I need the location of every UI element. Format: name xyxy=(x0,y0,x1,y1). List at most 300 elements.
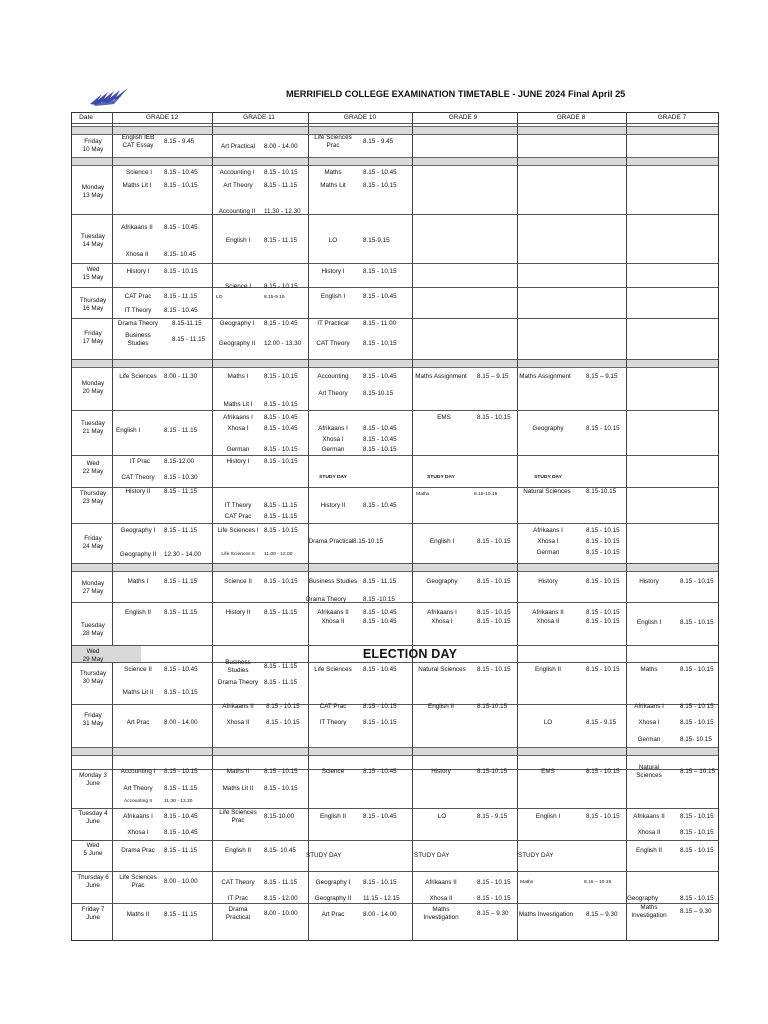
entry-time: 8.15 - 10.15 xyxy=(264,401,298,408)
entry-time: 8.15 - 9.15 xyxy=(477,813,508,820)
entry-subject: Life Sciences xyxy=(219,809,257,817)
entry-time: 8.15 - 10.15 xyxy=(586,425,620,432)
entry-subject: Maths xyxy=(640,904,658,912)
entry-subject: Maths II xyxy=(226,768,250,775)
row-divider xyxy=(72,602,718,603)
entry-subject: Art Theory xyxy=(318,390,348,397)
page-title: MERRIFIELD COLLEGE EXAMINATION TIMETABLE - JUNE 2024 Final April 25 xyxy=(286,89,626,99)
entry-time: 8.15 - 10.15 xyxy=(586,538,620,545)
entry-time: 8.15 - 11.15 xyxy=(164,847,198,854)
entry-time: 8.00 - 14.00 xyxy=(264,143,298,150)
entry-time: 8.15 - 10.15 xyxy=(586,578,620,585)
entry-time: 8.15 - 11.15 xyxy=(164,527,198,534)
entry-time: 8.15-11.15 xyxy=(172,320,202,327)
election-day-banner: ELECTION DAY xyxy=(362,647,458,661)
date-label: Thursday xyxy=(79,297,107,304)
entry-subject: Art Prac xyxy=(321,911,345,918)
entry-time: 8.15 – 9.30 xyxy=(586,911,618,918)
entry-time: 8.15 - 10.15 xyxy=(266,703,300,710)
entry-subject: Geography xyxy=(426,578,458,585)
entry-subject: Accounting xyxy=(317,373,349,380)
entry-subject: Life Sciences xyxy=(119,373,157,380)
entry-time: 8.00 - 10.00 xyxy=(164,878,198,885)
column-header: GRADE 11 xyxy=(243,114,275,121)
entry-time: 8.15 - 10.15 xyxy=(477,609,511,616)
entry-time: 8.15 - 10.15 xyxy=(477,414,511,421)
entry-subject: English II xyxy=(225,847,251,854)
entry-time: 8.15 - 10.30 xyxy=(164,474,198,481)
entry-subject: Afrikaans I xyxy=(318,425,348,432)
entry-time: 8.15 - 10.15 xyxy=(164,182,198,189)
entry-time: 8.15 - 10.15 xyxy=(363,879,397,886)
entry-subject: Xhosa II xyxy=(125,251,149,258)
entry-time: 8.15 - 11.15 xyxy=(164,578,198,585)
entry-time: 8.15 - 10.15 xyxy=(363,446,397,453)
entry-subject: Xhosa I xyxy=(322,436,344,443)
column-header: GRADE 8 xyxy=(556,114,586,121)
entry-subject: Art Prac xyxy=(126,719,150,726)
entry-time: 8.15- 10.45 xyxy=(264,847,296,854)
entry-subject: Xhosa I xyxy=(638,719,660,726)
entry-subject: Geography II xyxy=(218,340,256,347)
entry-subject: Natural Sciences xyxy=(418,666,466,673)
entry-time: 11.30 - 12.30 xyxy=(264,208,301,215)
entry-subject: Xhosa II xyxy=(536,618,560,625)
entry-time: 8.15 - 11.15 xyxy=(363,578,397,585)
entry-subject: English I xyxy=(429,538,455,545)
column-divider xyxy=(626,112,627,941)
column-header: GRADE 12 xyxy=(145,114,179,121)
date-label: 30 May xyxy=(82,677,104,685)
entry-subject: German xyxy=(226,446,250,453)
row-divider xyxy=(72,318,718,319)
entry-time: 8.15 - 10.15 xyxy=(477,895,511,902)
entry-subject: Afrikaans I xyxy=(533,527,563,534)
entry-time: 8.15 - 11.15 xyxy=(264,679,298,686)
entry-subject: Afrikaans I xyxy=(634,703,664,710)
date-label: 13 May xyxy=(82,191,104,199)
entry-subject: Geography I xyxy=(219,320,255,327)
entry-subject: Accounting I xyxy=(219,169,255,176)
entry-subject: Afrikaans I xyxy=(223,414,253,421)
entry-subject: Xhosa I xyxy=(227,425,249,432)
entry-subject: Maths Lit II xyxy=(122,689,154,696)
entry-time: 8.15 - 11.15 xyxy=(264,609,298,616)
entry-subject: Afrikaans I xyxy=(123,813,153,820)
entry-subject: Geography II xyxy=(314,895,352,902)
entry-subject: Science I xyxy=(126,169,152,176)
entry-time: 8.15 - 10.15 xyxy=(680,578,714,585)
entry-time: 8.15-10.15 xyxy=(477,768,508,775)
entry-time: 8.15 – 10.15 xyxy=(680,768,716,775)
week-separator-band xyxy=(72,126,718,135)
entry-time: 8.15 - 11.15 xyxy=(164,609,198,616)
entry-time: 8.15 - 10.15 xyxy=(363,719,397,726)
entry-subject: Accounting II xyxy=(218,208,256,215)
column-divider xyxy=(212,112,213,941)
entry-time: 8.15 -10.15 xyxy=(363,596,395,603)
date-label: Thursday xyxy=(79,670,107,677)
entry-subject: Xhosa II xyxy=(637,829,661,836)
entry-time: 8.15 - 10.15 xyxy=(477,578,511,585)
entry-time: 8.15 - 11.15 xyxy=(164,293,198,300)
entry-time: 8.15 - 10.15 xyxy=(586,666,620,673)
date-label: Wed xyxy=(86,842,100,849)
entry-subject: Geography II xyxy=(119,551,157,558)
entry-subject: History II xyxy=(320,502,346,509)
entry-time: 8.15 - 10.45 xyxy=(363,502,397,509)
entry-subject: Xhosa I xyxy=(537,538,559,545)
entry-time: 8.15 - 10.45 xyxy=(164,666,198,673)
row-divider xyxy=(72,903,718,904)
entry-time: 8.15 - 10.45 xyxy=(264,320,298,327)
entry-time: 8.15 - 10.45 xyxy=(363,618,397,625)
entry-subject: Maths xyxy=(416,492,430,497)
entry-time: 8.15 - 10.45 xyxy=(363,373,397,380)
date-label: 5 June xyxy=(83,849,103,857)
entry-time: 8.15 - 11.15 xyxy=(264,513,298,520)
entry-time: 8.15 - 10.45 xyxy=(164,307,198,314)
entry-subject: Life Sciences xyxy=(314,666,352,673)
entry-time: 8.15 - 10.45 xyxy=(164,829,198,836)
entry-subject: History xyxy=(431,768,451,775)
entry-subject: Drama xyxy=(228,906,248,914)
entry-time: 8.15 - 10.15 xyxy=(586,768,620,775)
entry-subject: Natural Sciences xyxy=(523,488,571,495)
date-label: 27 May xyxy=(82,587,104,595)
entry-subject: History I xyxy=(126,268,150,275)
entry-subject: CAT Theory xyxy=(316,340,350,347)
entry-subject: CAT Theory xyxy=(221,879,255,886)
entry-time: 8.15 - 10.15 xyxy=(680,719,714,726)
entry-subject: IT Theory xyxy=(224,502,252,509)
entry-time: 8.15 - 10.15 xyxy=(586,527,620,534)
entry-subject: Science II xyxy=(224,578,252,585)
entry-subject: Maths xyxy=(520,880,534,885)
entry-subject: English I xyxy=(636,619,662,626)
entry-subject: English II xyxy=(125,609,151,616)
entry-subject: German xyxy=(321,446,345,453)
entry-time: 8.15-9.15 xyxy=(264,295,285,300)
week-separator-band xyxy=(72,747,718,756)
entry-subject: English I xyxy=(535,813,561,820)
week-separator-band xyxy=(72,359,718,368)
column-divider xyxy=(412,112,413,941)
entry-subject: STUDY DAY xyxy=(306,852,342,859)
entry-time: 8.00 - 10.00 xyxy=(264,910,298,917)
entry-subject: Afrikaans II xyxy=(532,609,564,616)
entry-time: 8.15 - 10.15 xyxy=(264,527,298,534)
row-divider xyxy=(72,359,718,360)
column-header: GRADE 7 xyxy=(657,114,687,121)
entry-time: 8.15 - 10.45 xyxy=(264,414,298,421)
entry-time: 8.15-12.00 xyxy=(164,458,195,465)
entry-subject: Afrikaans I xyxy=(427,609,457,616)
date-label: Wed xyxy=(86,266,100,273)
column-divider xyxy=(517,112,518,941)
entry-subject: Drama Prac xyxy=(121,847,155,854)
entry-subject: STUDY DAY xyxy=(427,475,455,480)
entry-subject: IT Prac xyxy=(129,458,151,465)
entry-subject: STUDY DAY xyxy=(319,475,347,480)
entry-subject: CAT Essay xyxy=(122,141,154,149)
date-label: Monday xyxy=(81,580,105,587)
entry-time: 8.15 - 10.15 xyxy=(680,829,714,836)
date-label: Friday 7 xyxy=(81,906,105,913)
entry-subject: History xyxy=(639,578,659,585)
entry-subject: Xhosa II xyxy=(321,618,345,625)
date-label: 20 May xyxy=(82,387,104,395)
entry-time: 8.15 - 11.15 xyxy=(264,879,298,886)
entry-time: 8.15 - 10.15 xyxy=(586,813,620,820)
row-divider xyxy=(72,662,718,663)
entry-subject: Maths Assignment xyxy=(415,373,467,380)
entry-subject: Investigation xyxy=(423,913,459,921)
entry-time: 8.15 - 10.45 xyxy=(363,768,397,775)
date-label: Wed xyxy=(86,648,100,655)
entry-subject: Life Sciences II xyxy=(221,552,255,557)
entry-time: 8.15 - 10.15 xyxy=(477,538,511,545)
entry-time: 8.15 - 12.00 xyxy=(264,895,298,902)
entry-time: 8.15 - 10.15 xyxy=(264,373,298,380)
entry-subject: German xyxy=(637,736,661,743)
entry-subject: Art Theory xyxy=(223,182,253,189)
entry-subject: English I xyxy=(225,237,251,244)
entry-time: 8.15 - 11.15 xyxy=(164,785,198,792)
entry-subject: Afrikaans II xyxy=(317,609,349,616)
entry-time: 8.15-10.15 xyxy=(363,390,394,397)
row-divider xyxy=(72,455,718,456)
entry-time: 8.15 - 10.15 xyxy=(164,689,198,696)
entry-time: 8.15 - 10.45 xyxy=(363,666,397,673)
date-label: 28 May xyxy=(82,629,104,637)
entry-time: 8.15 - 11.15 xyxy=(264,502,298,509)
entry-subject: Life Sciences xyxy=(314,134,352,142)
entry-subject: Maths Lit I xyxy=(122,182,152,189)
entry-subject: Maths II xyxy=(126,911,150,918)
entry-subject: IT Theory xyxy=(319,719,347,726)
date-label: 10 May xyxy=(82,145,104,153)
row-divider xyxy=(72,410,718,411)
date-label: June xyxy=(86,779,100,787)
entry-subject: Xhosa I xyxy=(431,618,453,625)
entry-time: 8.15 - 10.15 xyxy=(680,619,714,626)
date-label: Monday xyxy=(81,380,105,387)
entry-time: 8.15 - 10.45 xyxy=(363,425,397,432)
entry-subject: LO xyxy=(216,295,223,300)
entry-subject: Prac xyxy=(326,141,340,149)
entry-subject: CAT Prac xyxy=(224,513,252,520)
entry-subject: Life Sciences I xyxy=(217,527,259,534)
entry-time: 11.30 - 13.30 xyxy=(164,799,193,804)
entry-subject: Maths xyxy=(432,906,450,914)
entry-time: 8.15 - 10.15 xyxy=(264,283,298,290)
entry-subject: Studies xyxy=(227,666,249,674)
entry-time: 8.15 - 10.45 xyxy=(363,169,397,176)
entry-time: 8.15 - 10.15 xyxy=(680,895,714,902)
entry-subject: English I xyxy=(116,427,141,434)
entry-time: 8.00 - 14.00 xyxy=(363,911,397,918)
entry-subject: Art Theory xyxy=(123,785,153,792)
row-divider xyxy=(72,840,718,841)
date-label: Monday 3 xyxy=(79,772,107,779)
entry-time: 8.15 - 10.45 xyxy=(363,813,397,820)
column-divider xyxy=(308,112,309,941)
entry-time: 8.15 - 10.45 xyxy=(363,609,397,616)
entry-time: 8.15 – 9.30 xyxy=(477,910,509,917)
date-label: Tuesday xyxy=(81,420,105,427)
entry-subject: Business Studies xyxy=(308,578,358,585)
entry-subject: History II xyxy=(225,609,251,616)
entry-subject: Business xyxy=(125,332,151,340)
entry-subject: Drama Theory xyxy=(217,679,259,686)
entry-time: 8.15 - 10.15 xyxy=(164,268,198,275)
entry-subject: Business xyxy=(225,659,251,667)
entry-subject: LO xyxy=(437,813,447,820)
date-label: June xyxy=(86,913,100,921)
entry-subject: STUDY DAY xyxy=(414,852,450,859)
date-label: 23 May xyxy=(82,497,104,505)
entry-subject: Studies xyxy=(127,339,149,347)
entry-time: 8.15 - 10.15 xyxy=(680,666,714,673)
entry-subject: Maths Lit II xyxy=(222,785,254,792)
entry-subject: Prac xyxy=(131,881,145,889)
row-divider xyxy=(72,123,718,124)
entry-subject: Maths Lit xyxy=(320,182,346,189)
entry-time: 8.15 - 11.00 xyxy=(363,320,397,327)
column-header: GRADE 9 xyxy=(448,114,478,121)
entry-time: 8.15 - 10.15 xyxy=(477,879,511,886)
entry-time: 8.15 - 10.15 xyxy=(164,768,198,775)
entry-subject: Afrikaans II xyxy=(222,703,254,710)
entry-time: 11.00 - 12.00 xyxy=(264,552,293,557)
entry-subject: EMS xyxy=(437,414,451,421)
week-separator-band xyxy=(72,563,718,572)
entry-time: 8.15 - 10.45 xyxy=(264,425,298,432)
date-label: Thursday xyxy=(79,490,107,497)
entry-subject: IT Prac xyxy=(227,895,249,902)
entry-subject: Drama Practical xyxy=(308,538,354,545)
entry-time: 8.15 - 10.45 xyxy=(363,293,397,300)
entry-time: 8.15 - 10.45 xyxy=(164,224,198,231)
date-label: 31 May xyxy=(82,719,104,727)
entry-subject: CAT Theory xyxy=(121,474,155,481)
entry-subject: Maths I xyxy=(127,578,149,585)
entry-time: 8.15 - 10.15 xyxy=(264,458,298,465)
entry-time: 8.15 - 9.15 xyxy=(586,719,617,726)
entry-subject: CAT Prac xyxy=(124,293,152,300)
entry-subject: Investigation xyxy=(631,911,667,919)
entry-subject: IT Theory xyxy=(124,307,152,314)
entry-subject: Sciences xyxy=(636,771,662,779)
entry-subject: LO xyxy=(328,237,338,244)
entry-subject: STUDY DAY xyxy=(518,852,554,859)
entry-subject: History I xyxy=(321,268,345,275)
entry-subject: Geography I xyxy=(315,879,351,886)
entry-subject: English II xyxy=(636,847,662,854)
entry-subject: Natural xyxy=(638,764,660,772)
date-label: 22 May xyxy=(82,467,104,475)
entry-time: 8.00 - 14.00 xyxy=(164,719,198,726)
entry-subject: Science I xyxy=(225,283,251,290)
entry-time: 8.15 - 10.15 xyxy=(477,666,511,673)
entry-time: 8.15 - 11.15 xyxy=(164,488,198,495)
entry-time: 12.00 - 13.30 xyxy=(264,340,302,347)
entry-subject: Xhosa II xyxy=(429,895,453,902)
date-label: 24 May xyxy=(82,542,104,550)
entry-subject: Prac xyxy=(231,816,245,824)
entry-time: 8.15-9.15 xyxy=(363,237,390,244)
entry-time: 8.15 - 10.15 xyxy=(266,719,300,726)
row-divider xyxy=(72,871,718,872)
entry-time: 8.15 - 9.45 xyxy=(363,138,394,145)
entry-time: 8.15 - 10.15 xyxy=(680,847,714,854)
entry-subject: Maths xyxy=(324,169,342,176)
entry-time: 8.15 - 10.15 xyxy=(264,578,298,585)
entry-subject: Afrikaans II xyxy=(633,813,665,820)
entry-time: 8.15 – 9.15 xyxy=(477,373,509,380)
entry-subject: History II xyxy=(125,488,151,495)
entry-time: 8.15 - 10.15 xyxy=(477,618,511,625)
date-label: Friday xyxy=(84,535,102,542)
entry-time: 8.15 - 11.15 xyxy=(264,663,298,670)
entry-time: 8.15 – 10.15 xyxy=(584,880,612,885)
entry-time: 8.15-10.00 xyxy=(264,813,295,820)
entry-subject: English IEB xyxy=(121,134,155,142)
column-divider xyxy=(112,112,113,941)
entry-time: 8.15-10.15 xyxy=(477,703,508,710)
entry-time: 8.15- 10.45 xyxy=(164,251,196,258)
column-header: Date xyxy=(79,114,93,121)
entry-time: 8.15 - 10.15 xyxy=(586,549,620,556)
entry-subject: Xhosa I xyxy=(127,829,149,836)
date-label: Friday xyxy=(84,330,102,337)
entry-time: 11.15 - 12.15 xyxy=(363,895,400,902)
row-divider xyxy=(72,263,718,264)
date-label: Wed xyxy=(86,460,100,467)
entry-subject: Art Practical xyxy=(221,143,255,150)
entry-time: 8.15 - 9.45 xyxy=(164,138,195,145)
entry-subject: Geography xyxy=(532,425,564,432)
date-label: 16 May xyxy=(82,304,104,312)
entry-time: 8.15 - 10.45 xyxy=(363,436,397,443)
entry-subject: Science xyxy=(321,768,345,775)
entry-subject: LO xyxy=(543,719,553,726)
entry-subject: Afrikaans II xyxy=(425,879,457,886)
date-label: 15 May xyxy=(82,273,104,281)
entry-subject: German xyxy=(536,549,560,556)
entry-time: 8.15-10.15 xyxy=(586,488,617,495)
entry-time: 8.15 - 10.15 xyxy=(264,169,298,176)
entry-subject: Maths Assignment xyxy=(519,373,571,380)
entry-time: 8.15-10.15 xyxy=(353,538,384,545)
entry-time: 8.15 - 10.15 xyxy=(264,768,298,775)
entry-subject: History xyxy=(538,578,558,585)
entry-subject: English II xyxy=(428,703,454,710)
date-label: Friday xyxy=(84,138,102,145)
entry-time: 8.15 - 10.15 xyxy=(264,446,298,453)
entry-time: 8.15 - 10.45 xyxy=(164,813,198,820)
entry-subject: Maths Lit I xyxy=(223,401,253,408)
entry-subject: Practical xyxy=(225,913,251,921)
date-label: June xyxy=(86,881,100,889)
row-divider xyxy=(72,287,718,288)
entry-time: 8.15 - 10.15 xyxy=(680,813,714,820)
entry-time: 8.15-10.15 xyxy=(474,492,498,497)
row-divider xyxy=(72,214,718,215)
entry-subject: EMS xyxy=(541,768,555,775)
entry-time: 8.15 - 11.15 xyxy=(172,336,206,343)
